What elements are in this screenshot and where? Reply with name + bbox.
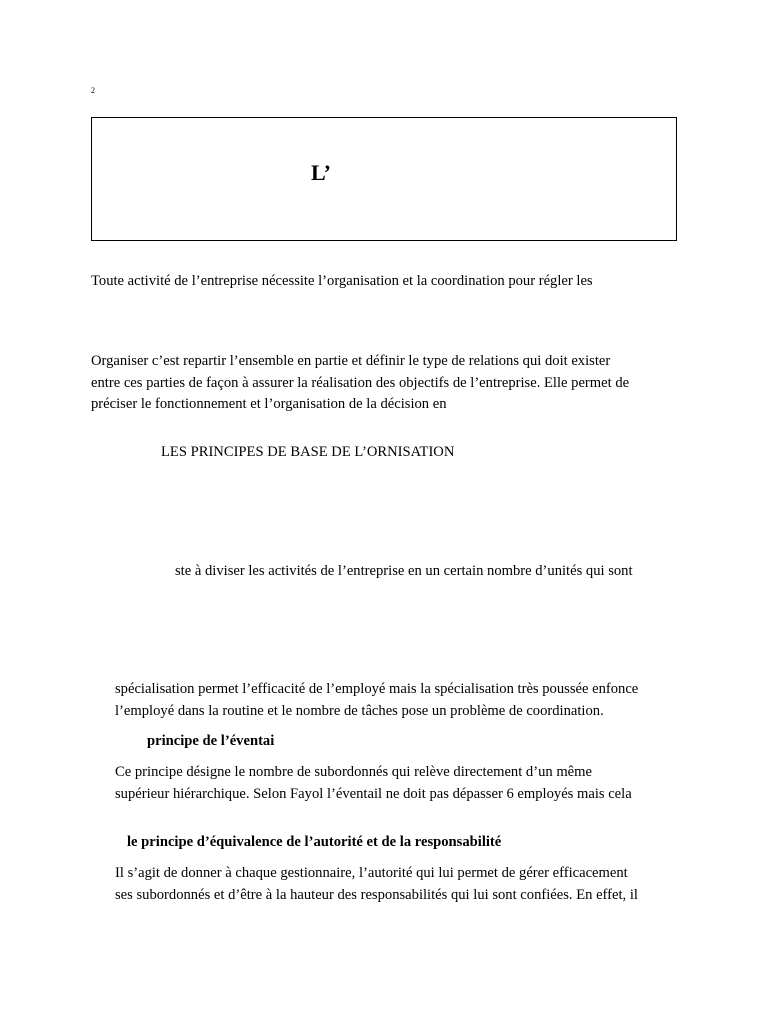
title-box bbox=[91, 117, 677, 241]
eventail-paragraph bbox=[115, 762, 632, 805]
equivalence-line: Il s’agit de donner à chaque gestionnaire, l’autorité qui lui permet de gérer efficacement bbox=[115, 865, 628, 881]
specialisation-line: l’employé dans la routine et le nombre de tâches pose un problème de coordination. bbox=[115, 702, 604, 719]
equivalence-heading: le principe d’équivalence de l’autorité et de la responsabilité bbox=[127, 834, 502, 850]
definition-line: Organiser c’est repartir l’ensemble en partie et définir le type de relations qui doit exister bbox=[91, 353, 611, 369]
eventail-line: Ce principe désigne le nombre de subordonnés qui relève directement d’un même bbox=[115, 764, 592, 780]
definition-line: préciser le fonctionnement et l’organisation de la décision en bbox=[91, 396, 447, 412]
page-title: L’ bbox=[311, 160, 331, 185]
definition-line: entre ces parties de façon à assurer la réalisation des objectifs de l’entreprise. Elle permet de bbox=[91, 374, 630, 391]
equivalence-paragraph bbox=[115, 863, 638, 906]
equivalence-line: ses subordonnés et d’être à la hauteur des responsabilités qui lui sont confiées. En effet, il bbox=[115, 886, 638, 903]
definition-paragraph bbox=[91, 351, 629, 416]
section-heading: LES PRINCIPES DE BASE DE L’ORNISATION bbox=[161, 444, 455, 460]
eventail-line: supérieur hiérarchique. Selon Fayol l’éventail ne doit pas dépasser 6 employés mais cela bbox=[115, 785, 632, 802]
specialisation-line: spécialisation permet l’efficacité de l’employé mais la spécialisation très poussée enfonce bbox=[115, 681, 639, 697]
eventail-heading: principe de l’éventai bbox=[147, 733, 275, 749]
intro-paragraph: Toute activité de l’entreprise nécessite l’organisation et la coordination pour régler les bbox=[91, 273, 593, 289]
division-paragraph: ste à diviser les activités de l’entreprise en un certain nombre d’unités qui sont bbox=[175, 563, 633, 579]
specialisation-paragraph bbox=[115, 679, 638, 722]
page-number: 2 bbox=[91, 86, 95, 95]
